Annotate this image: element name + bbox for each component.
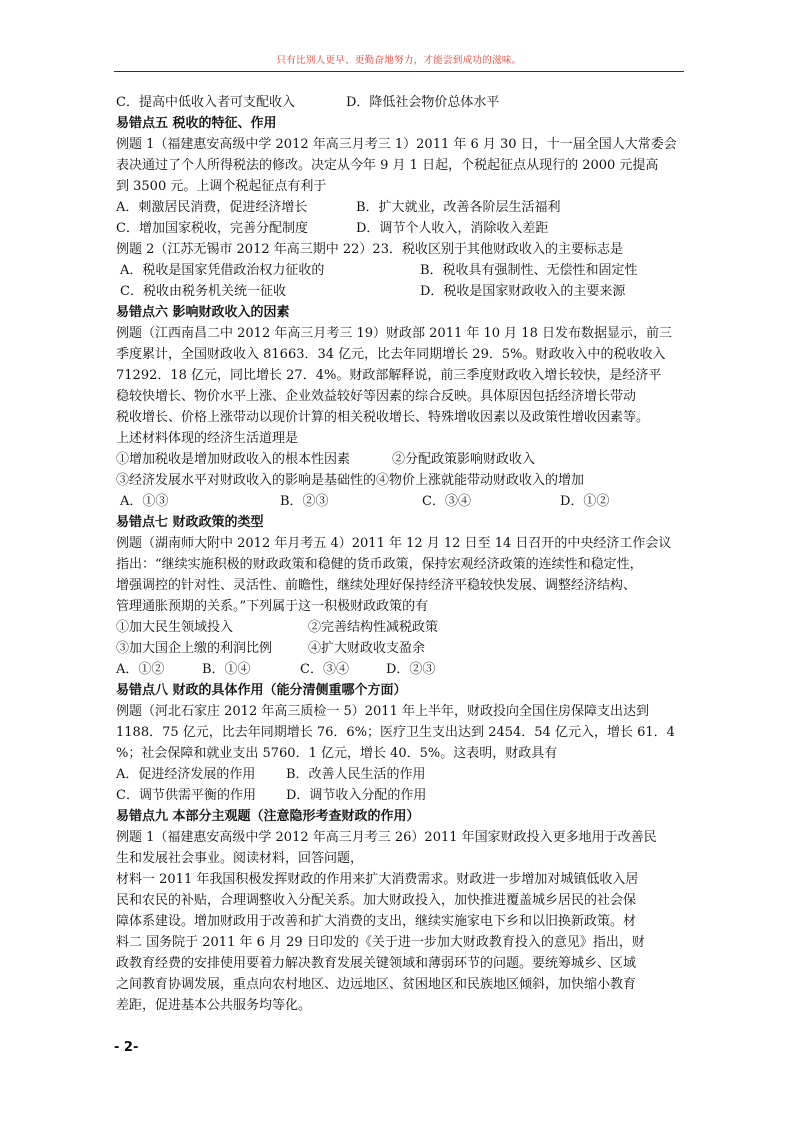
paragraph-line: 1188．75 亿元，比去年同期增长 76．6%；医疗卫生支出达到 2454．54 亿元入，增长 61．4 bbox=[116, 725, 675, 740]
paragraph-line: 到 3500 元。上调个税起征点有利于 bbox=[116, 179, 327, 194]
header-divider bbox=[114, 71, 684, 72]
section-heading-9: 易错点九 本部分主观题（注意隐形考查财政的作用） bbox=[116, 809, 420, 824]
statement-2: ②分配政策影响财政收入 bbox=[392, 452, 536, 467]
option-a: A．刺激居民消费，促进经济增长 bbox=[116, 200, 308, 215]
paragraph-line: 例题（河北石家庄 2012 年高三质检一 5）2011 年上半年，财政投向全国住房保障支出达到 bbox=[116, 704, 649, 719]
statements-row bbox=[116, 638, 686, 659]
paragraph-line: 例题（江西南昌二中 2012 年高三月考三 19）财政部 2011 年 10 月 18 日发布数据显示，前三 bbox=[116, 326, 672, 341]
option-c: C．调节供需平衡的作用 bbox=[116, 788, 256, 803]
paragraph-line: 例题 2（江苏无锡市 2012 年高三期中 22）23．税收区别于其他财政收入的主要标志是 bbox=[116, 242, 623, 257]
options-row bbox=[116, 92, 686, 113]
option-b: B．改善人民生活的作用 bbox=[286, 767, 426, 782]
paragraph-line: 例题 1（福建惠安高级中学 2012 年高三月考三 1）2011 年 6 月 30 日，十一届全国人大常委会 bbox=[116, 137, 677, 152]
statements-row bbox=[116, 449, 686, 470]
paragraph-line: 政教育经费的安排使用要着力解决教育发展关键领域和薄弱环节的问题。要统筹城乡、区域 bbox=[116, 956, 637, 971]
statement-1: ①加大民生领域投入 bbox=[116, 620, 234, 635]
statement-1: ①增加税收是增加财政收入的根本性因素 bbox=[116, 452, 351, 467]
section-heading-5: 易错点五 税收的特征、作用 bbox=[116, 116, 277, 131]
option-c: C．税收由税务机关统一征收 bbox=[120, 284, 286, 299]
statement-3: ③加大国企上缴的利润比例 bbox=[116, 641, 273, 656]
paragraph-line: 差距，促进基本公共服务均等化。 bbox=[116, 998, 312, 1013]
option-a: A．①② bbox=[116, 662, 165, 677]
option-b: B．①④ bbox=[202, 662, 251, 677]
paragraph-line: 生和发展社会事业。阅读材料，回答问题， bbox=[116, 851, 364, 866]
option-b: B．税收具有强制性、无偿性和固定性 bbox=[420, 263, 638, 278]
option-d: D．调节个人收入，消除收入差距 bbox=[356, 221, 549, 236]
options-row bbox=[116, 764, 686, 785]
page-header-motto: 只有比别人更早、更勤奋地努力，才能尝到成功的滋味。 bbox=[276, 55, 522, 66]
options-row bbox=[116, 218, 686, 239]
options-row bbox=[116, 281, 686, 302]
paragraph-line: 料二 国务院于 2011 年 6 月 29 日印发的《关于进一步加大财政教育投入的意见》指出，财 bbox=[116, 935, 645, 950]
option-d: D．②③ bbox=[386, 662, 436, 677]
paragraph-line: 指出：“继续实施积极的财政政策和稳健的货币政策，保持宏观经济政策的连续性和稳定性， bbox=[116, 557, 643, 572]
option-c: C．③④ bbox=[300, 662, 349, 677]
paragraph-line: %；社会保障和就业支出 5760．1 亿元，增长 40．5%。这表明，财政具有 bbox=[116, 746, 558, 761]
statements-row bbox=[116, 617, 686, 638]
option-a: A．税收是国家凭借政治权力征收的 bbox=[120, 263, 325, 278]
paragraph-line: 季度累计，全国财政收入 81663．34 亿元，比去年同期增长 29．5%。财政收入中的税收收入 bbox=[116, 347, 666, 362]
options-row bbox=[116, 197, 686, 218]
statement-4: ④扩大财政收支盈余 bbox=[308, 641, 426, 656]
options-row bbox=[116, 260, 686, 281]
paragraph-line: 增强调控的针对性、灵活性、前瞻性，继续处理好保持经济平稳较快发展、调整经济结构、 bbox=[116, 578, 637, 593]
option-b: B．②③ bbox=[280, 494, 329, 509]
paragraph-line: 上述材料体现的经济生活道理是 bbox=[116, 431, 299, 446]
paragraph-line: 材料一 2011 年我国积极发挥财政的作用来扩大消费需求。财政进一步增加对城镇低收入居 bbox=[116, 872, 639, 887]
option-c: C．提高中低收入者可支配收入 bbox=[116, 95, 295, 110]
options-row bbox=[116, 491, 686, 512]
section-heading-8: 易错点八 财政的具体作用（能分清侧重哪个方面） bbox=[116, 683, 407, 698]
paragraph-line: 稳较快增长、物价水平上涨、企业效益较好等因素的综合反映。具体原因包括经济增长带动 bbox=[116, 389, 637, 404]
option-d: D．调节收入分配的作用 bbox=[286, 788, 427, 803]
options-row bbox=[116, 659, 686, 680]
paragraph-line: 71292．18 亿元，同比增长 27．4%。财政部解释说，前三季度财政收入增长较快，是经济平 bbox=[116, 368, 662, 383]
options-row bbox=[116, 785, 686, 806]
document-body bbox=[116, 92, 686, 1016]
option-b: B．扩大就业，改善各阶层生活福利 bbox=[356, 200, 561, 215]
section-heading-7: 易错点七 财政政策的类型 bbox=[116, 515, 264, 530]
option-a: A．①③ bbox=[120, 494, 169, 509]
paragraph-line: 例题 1（福建惠安高级中学 2012 年高三月考三 26）2011 年国家财政投入更多地用于改善民 bbox=[116, 830, 657, 845]
option-d: D．降低社会物价总体水平 bbox=[346, 95, 500, 110]
section-heading-6: 易错点六 影响财政收入的因素 bbox=[116, 305, 290, 320]
paragraph-line: 表决通过了个人所得税法的修改。决定从今年 9 月 1 日起，个税起征点从现行的 2000 元提高 bbox=[116, 158, 659, 173]
paragraph-line: 管理通胀预期的关系。”下列属于这一积极财政政策的有 bbox=[116, 599, 429, 614]
option-d: D．税收是国家财政收入的主要来源 bbox=[420, 284, 626, 299]
option-a: A．促进经济发展的作用 bbox=[116, 767, 256, 782]
paragraph-line: 例题（湖南师大附中 2012 年月考五 4）2011 年 12 月 12 日至 14 日召开的中央经济工作会议 bbox=[116, 536, 672, 551]
option-c: C．③④ bbox=[422, 494, 471, 509]
paragraph-line: 障体系建设。增加财政用于改善和扩大消费的支出，继续实施家电下乡和以旧换新政策。材 bbox=[116, 914, 637, 929]
paragraph-line: 之间教育协调发展，重点向农村地区、边远地区、贫困地区和民族地区倾斜，加快缩小教育 bbox=[116, 977, 637, 992]
paragraph-line: 民和农民的补贴，合理调整收入分配关系。加大财政投入，加快推进覆盖城乡居民的社会保 bbox=[116, 893, 637, 908]
option-c: C．增加国家税收，完善分配制度 bbox=[116, 221, 308, 236]
statement-2: ②完善结构性减税政策 bbox=[308, 620, 439, 635]
page-number: - 2- bbox=[114, 1040, 139, 1055]
option-d: D．①② bbox=[560, 494, 610, 509]
paragraph-line: 税收增长、价格上涨带动以现价计算的相关税收增长、特殊增收因素以及政策性增收因素等。 bbox=[116, 410, 650, 425]
statements-row: ③经济发展水平对财政收入的影响是基础性的④物价上涨就能带动财政收入的增加 bbox=[116, 473, 585, 488]
